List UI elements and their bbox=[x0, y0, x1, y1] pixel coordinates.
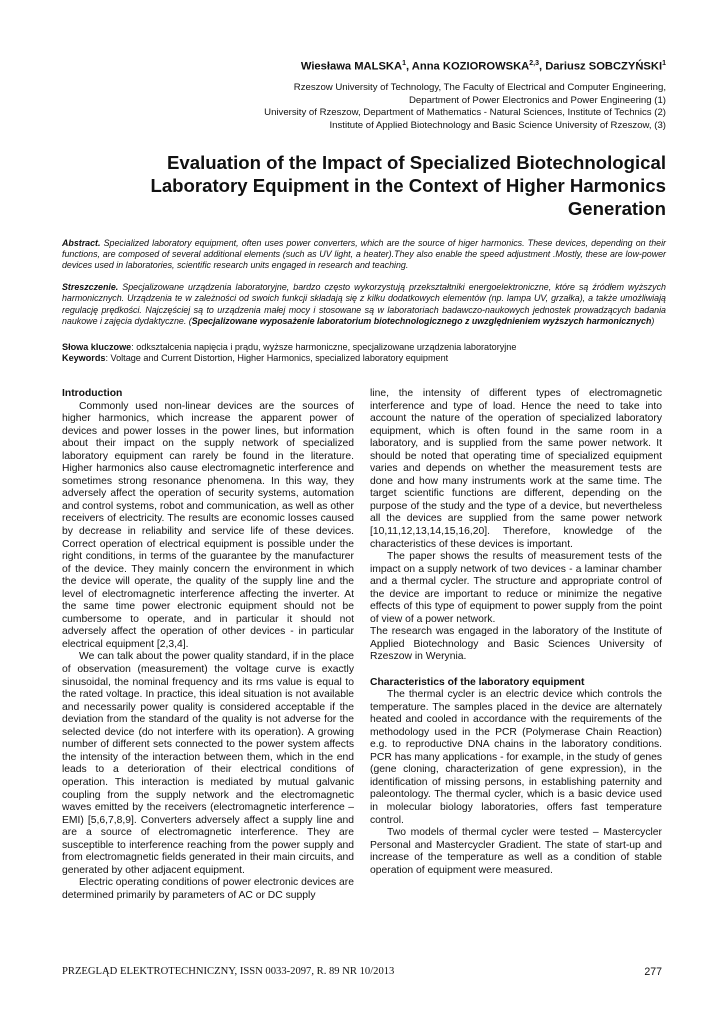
paragraph: Commonly used non-linear devices are the sources of higher harmonics, which increase the apparent power of devices and power losses in the power lines, but information about their impact on the supply network of specialized laboratory equipment can rarely be found in the literature. Higher harmonics also cause electromagnetic interference and sometimes strong resonance phenomena. In this way, they adversely affect the operation of security systems, automation and control systems, robot and communication, as well as other receivers of electricity. The results are economic losses caused by decrease in reliability and service life of these devices. Correct operation of electrical equipment is possible under the right conditions, in terms of the guarantee by the manufacturer of the device. They mainly concern the environment in which the device will operate, the quality of the supply line and the level of electromagnetic interference affecting the inverter. At the same time power electronic equipment should not be cumbersome to operate, and in particular it should not adversely affect the operation of other devices - in particular electrical equipment [2,3,4]. bbox=[62, 400, 354, 650]
abstract-text: Specialized laboratory equipment, often uses power converters, which are the source of higer harmonics. These devices, depending on their functions, are composed of several additional elements (such as UV light, a heater).They also enable the speed adjustment .Mostly, these are low-power devices used in laboratories, scientific research units engaged in research and teaching. bbox=[62, 238, 666, 271]
author-3: , Dariusz SOBCZYŃSKI bbox=[539, 60, 663, 73]
right-column bbox=[370, 388, 662, 877]
streszczenie-text: Specjalizowane urządzenia laboratoryjne, bardzo często wykorzystują przekształtniki energoelektroniczne, które są źródłem wyższych harmonicznych. Urządzenia te w zależności od swoich funkcji składają się z kilku dodatkowych elementów (np. lampa UV, grzałka), a także umożliwiają regulację prędkości. Najczęściej są to urządzenia małej mocy i stosowane są w laboratoriach badawczo-naukowych jednostek prowadzących badania naukowe i zajęcia dydaktyczne. ( bbox=[62, 282, 666, 326]
paragraph: line, the intensity of different types of electromagnetic interference and type of load. Hence the need to take into account the nature of the operation of specialized laboratory equipment, which is often found in the same room in a laboratory, and is supplied from the same power network. It should be noted that operating time of specialized equipment varies and depends on whether the measurement tests are done and how many instruments work at the same time. The target scientific functions are different, depending on the purpose of the study and the type of a device, but nevertheless all the devices are supplied from the same power network [10,11,12,13,14,15,16,20]. Therefore, knowledge of the characteristics of these devices is important. bbox=[370, 388, 662, 550]
paragraph: We can talk about the power quality standard, if in the place of observation (measurement) the voltage curve is exactly sinusoidal, the nominal frequency and its rms value is equal to the rated voltage. In practice, this ideal situation is not available and necessarily power quality is considered acceptable if the deviation from the standard of the quality is not adverse for the selected device (do not interfere with its operation). A growing number of different sets connected to the power system affects the intensity of the interaction between them, which in the end leads to a deterioration of their electrical conditions of operation. This interaction is mediated by mutual galvanic coupling from the supply network and the electromagnetic waves emitted by the receivers (electromagnetic interference – EMI) [5,6,7,8,9]. Converters adversely affect a supply line and are a source of electromagnetic interference. They are susceptible to interference reaching from the power supply and from electromagnetic fields generated in their main circuits, and generated by other adjacent equipment. bbox=[62, 651, 354, 876]
left-column bbox=[62, 388, 354, 902]
journal-info: PRZEGLĄD ELEKTROTECHNICZNY, ISSN 0033-2097, R. 89 NR 10/2013 bbox=[62, 966, 395, 977]
affiliation-line: Institute of Applied Biotechnology and Basic Science University of Rzeszow, (3) bbox=[329, 119, 666, 131]
author-3-affil: 1 bbox=[662, 60, 666, 67]
affiliations bbox=[66, 82, 666, 132]
abstract bbox=[62, 238, 666, 272]
abstract-label: Abstract. bbox=[62, 238, 101, 248]
paragraph: Two models of thermal cycler were tested – Mastercycler Personal and Mastercycler Gradient. The state of start-up and increase of the temperature as well as a condition of stable operation of equipment were measured. bbox=[370, 827, 662, 876]
paragraph: The thermal cycler is an electric device which controls the temperature. The samples placed in the device are alternately heated and cooled in accordance with the requirements of the methodology used in the PCR (Polymerase Chain Reaction) e.g. to reproductive DNA chains in the laboratory conditions. PCR has many applications - for example, in the study of genes (gene cloning, characterization of gene expression), in the identification of missing persons, in establishing paternity and paleontology. The thermal cycler, which is a basic device used in molecular biology laboratories, offers fast temperature control. bbox=[370, 689, 662, 826]
title-line: Laboratory Equipment in the Context of Higher Harmonics bbox=[150, 174, 666, 196]
title-line: Generation bbox=[567, 197, 666, 219]
author-1-affil: 1 bbox=[402, 60, 406, 67]
paragraph: The research was engaged in the laboratory of the Institute of Applied Biotechnology and Basic Sciences University of Rzeszow in Werynia. bbox=[370, 626, 662, 663]
paper-title bbox=[66, 152, 666, 220]
page-number: 277 bbox=[644, 966, 662, 978]
author-1: Wiesława MALSKA bbox=[300, 60, 403, 73]
en-keywords-label: Keywords bbox=[62, 353, 106, 364]
streszczenie-label: Streszczenie. bbox=[62, 282, 119, 292]
title-line: Evaluation of the Impact of Specialized Biotechnological bbox=[166, 152, 666, 173]
streszczenie bbox=[62, 282, 666, 327]
paragraph: The paper shows the results of measurement tests of the impact on a supply network of two devices - a laminar chamber and a thermal cycler. The structure and appropriate control of the device are important to reduce or minimize the negative effects of this type of equipment to power supply from the point of view of a power network. bbox=[370, 551, 662, 625]
affiliation-line: Department of Power Electronics and Power Engineering (1) bbox=[408, 94, 666, 106]
author-2: , Anna KOZIOROWSKA bbox=[406, 60, 530, 73]
author-2-affil: 2,3 bbox=[529, 60, 539, 67]
affiliation-line: University of Rzeszow, Department of Mathematics - Natural Sciences, Institute of Technics (2) bbox=[264, 107, 666, 119]
pl-keywords-text: : odkształcenia napięcia i prądu, wyższe harmoniczne, specjalizowane urządzenia laboratoryjne bbox=[131, 342, 517, 352]
section-heading-characteristics: Characteristics of the laboratory equipment bbox=[370, 676, 585, 688]
affiliation-line: Rzeszow University of Technology, The Faculty of Electrical and Computer Engineering, bbox=[293, 82, 666, 93]
author-line bbox=[66, 60, 666, 73]
streszczenie-close: ) bbox=[651, 315, 655, 326]
polish-title: Specjalizowane wyposażenie laboratorium biotechnologicznego z uwzględnieniem wyższych harmonicznych bbox=[191, 315, 652, 326]
keywords-block bbox=[62, 342, 666, 365]
pl-keywords-label: Słowa kluczowe bbox=[62, 342, 132, 352]
paragraph: Electric operating conditions of power electronic devices are determined primarily by parameters of AC or DC supply bbox=[62, 877, 354, 901]
section-heading-introduction: Introduction bbox=[62, 388, 123, 399]
page-footer bbox=[62, 966, 666, 977]
section-spacer bbox=[370, 664, 662, 677]
en-keywords-text: : Voltage and Current Distortion, Higher Harmonics, specialized laboratory equipment bbox=[105, 353, 449, 364]
